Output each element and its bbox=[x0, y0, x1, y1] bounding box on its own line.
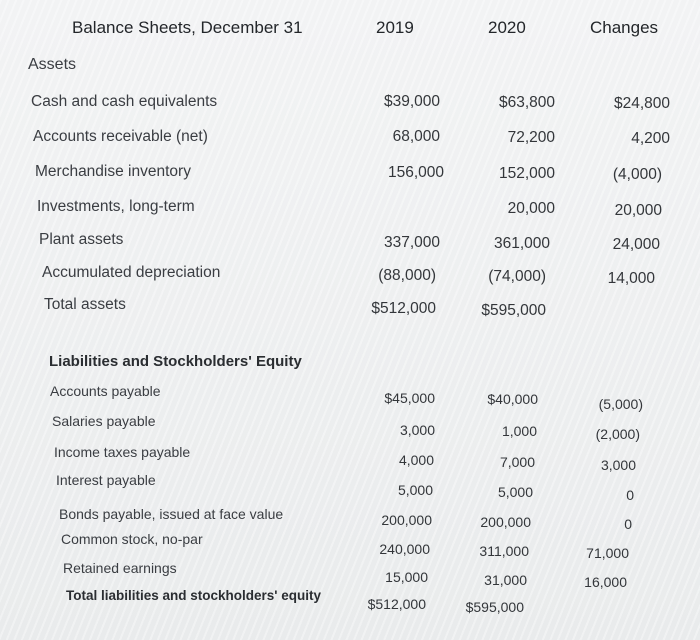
row-label-total-assets: Total assets bbox=[44, 296, 126, 313]
section-label-liabilities: Liabilities and Stockholders' Equity bbox=[49, 353, 302, 370]
row-label: Income taxes payable bbox=[54, 444, 191, 460]
cell-2020-total: $595,000 bbox=[481, 302, 546, 319]
cell-2019: $45,000 bbox=[384, 390, 435, 406]
column-header-changes: Changes bbox=[590, 18, 659, 37]
cell-2019: 4,000 bbox=[398, 452, 434, 468]
cell-2020: $63,800 bbox=[498, 94, 555, 111]
row-label: Interest payable bbox=[56, 472, 156, 488]
row-label-total-liabilities-equity: Total liabilities and stockholders' equity bbox=[66, 588, 322, 603]
cell-change: 3,000 bbox=[600, 457, 636, 473]
cell-2020: 361,000 bbox=[493, 235, 550, 252]
cell-2020: 31,000 bbox=[484, 572, 527, 588]
cell-2020: 20,000 bbox=[507, 200, 555, 217]
row-label: Accounts payable bbox=[50, 383, 161, 399]
cell-2020: 1,000 bbox=[501, 423, 537, 439]
cell-change: 24,000 bbox=[612, 236, 660, 253]
cell-2020: (74,000) bbox=[488, 268, 546, 285]
cell-2019: 3,000 bbox=[399, 422, 435, 438]
cell-2019-total: $512,000 bbox=[367, 596, 426, 612]
cell-2020-total: $595,000 bbox=[465, 599, 524, 615]
cell-change: $24,800 bbox=[613, 95, 670, 112]
cell-2020: 5,000 bbox=[497, 484, 533, 500]
cell-2019: 337,000 bbox=[383, 234, 440, 251]
cell-2020: 311,000 bbox=[479, 543, 529, 559]
cell-2020: 200,000 bbox=[480, 514, 531, 530]
row-label: Accounts receivable (net) bbox=[33, 128, 208, 145]
column-header-2020: 2020 bbox=[488, 18, 526, 37]
cell-2019: (88,000) bbox=[378, 267, 436, 284]
cell-2019: 15,000 bbox=[385, 569, 428, 585]
row-label: Accumulated depreciation bbox=[42, 264, 221, 281]
cell-2020: 152,000 bbox=[498, 165, 555, 182]
cell-2020: 7,000 bbox=[499, 454, 535, 470]
table-title: Balance Sheets, December 31 bbox=[72, 18, 303, 37]
section-label-assets: Assets bbox=[28, 56, 77, 73]
cell-change: (5,000) bbox=[598, 396, 643, 412]
cell-2019: 200,000 bbox=[381, 512, 432, 528]
row-label: Investments, long-term bbox=[37, 198, 195, 215]
cell-2019-total: $512,000 bbox=[371, 300, 436, 317]
cell-change: 0 bbox=[624, 516, 632, 532]
cell-2019: 68,000 bbox=[392, 128, 440, 145]
cell-change: 71,000 bbox=[586, 545, 629, 561]
cell-change: 14,000 bbox=[607, 270, 655, 287]
cell-change: 4,200 bbox=[631, 130, 670, 147]
cell-2019: $39,000 bbox=[383, 93, 440, 110]
cell-change: 0 bbox=[626, 487, 634, 503]
row-label: Common stock, no-par bbox=[61, 531, 203, 547]
row-label: Bonds payable, issued at face value bbox=[59, 506, 284, 522]
cell-2019: 5,000 bbox=[397, 482, 433, 498]
cell-change: (2,000) bbox=[595, 426, 640, 442]
row-label: Retained earnings bbox=[63, 560, 177, 576]
row-label: Cash and cash equivalents bbox=[31, 93, 218, 110]
row-label: Salaries payable bbox=[52, 413, 156, 429]
cell-change: (4,000) bbox=[612, 166, 662, 183]
cell-2020: $40,000 bbox=[487, 391, 538, 407]
column-header-2019: 2019 bbox=[376, 18, 414, 37]
cell-change: 16,000 bbox=[584, 574, 627, 590]
cell-2020: 72,200 bbox=[507, 129, 555, 146]
row-label: Merchandise inventory bbox=[35, 163, 191, 180]
cell-2019: 240,000 bbox=[379, 541, 430, 557]
cell-2019: 156,000 bbox=[387, 164, 444, 181]
row-label: Plant assets bbox=[39, 231, 124, 248]
cell-change: 20,000 bbox=[614, 202, 662, 219]
